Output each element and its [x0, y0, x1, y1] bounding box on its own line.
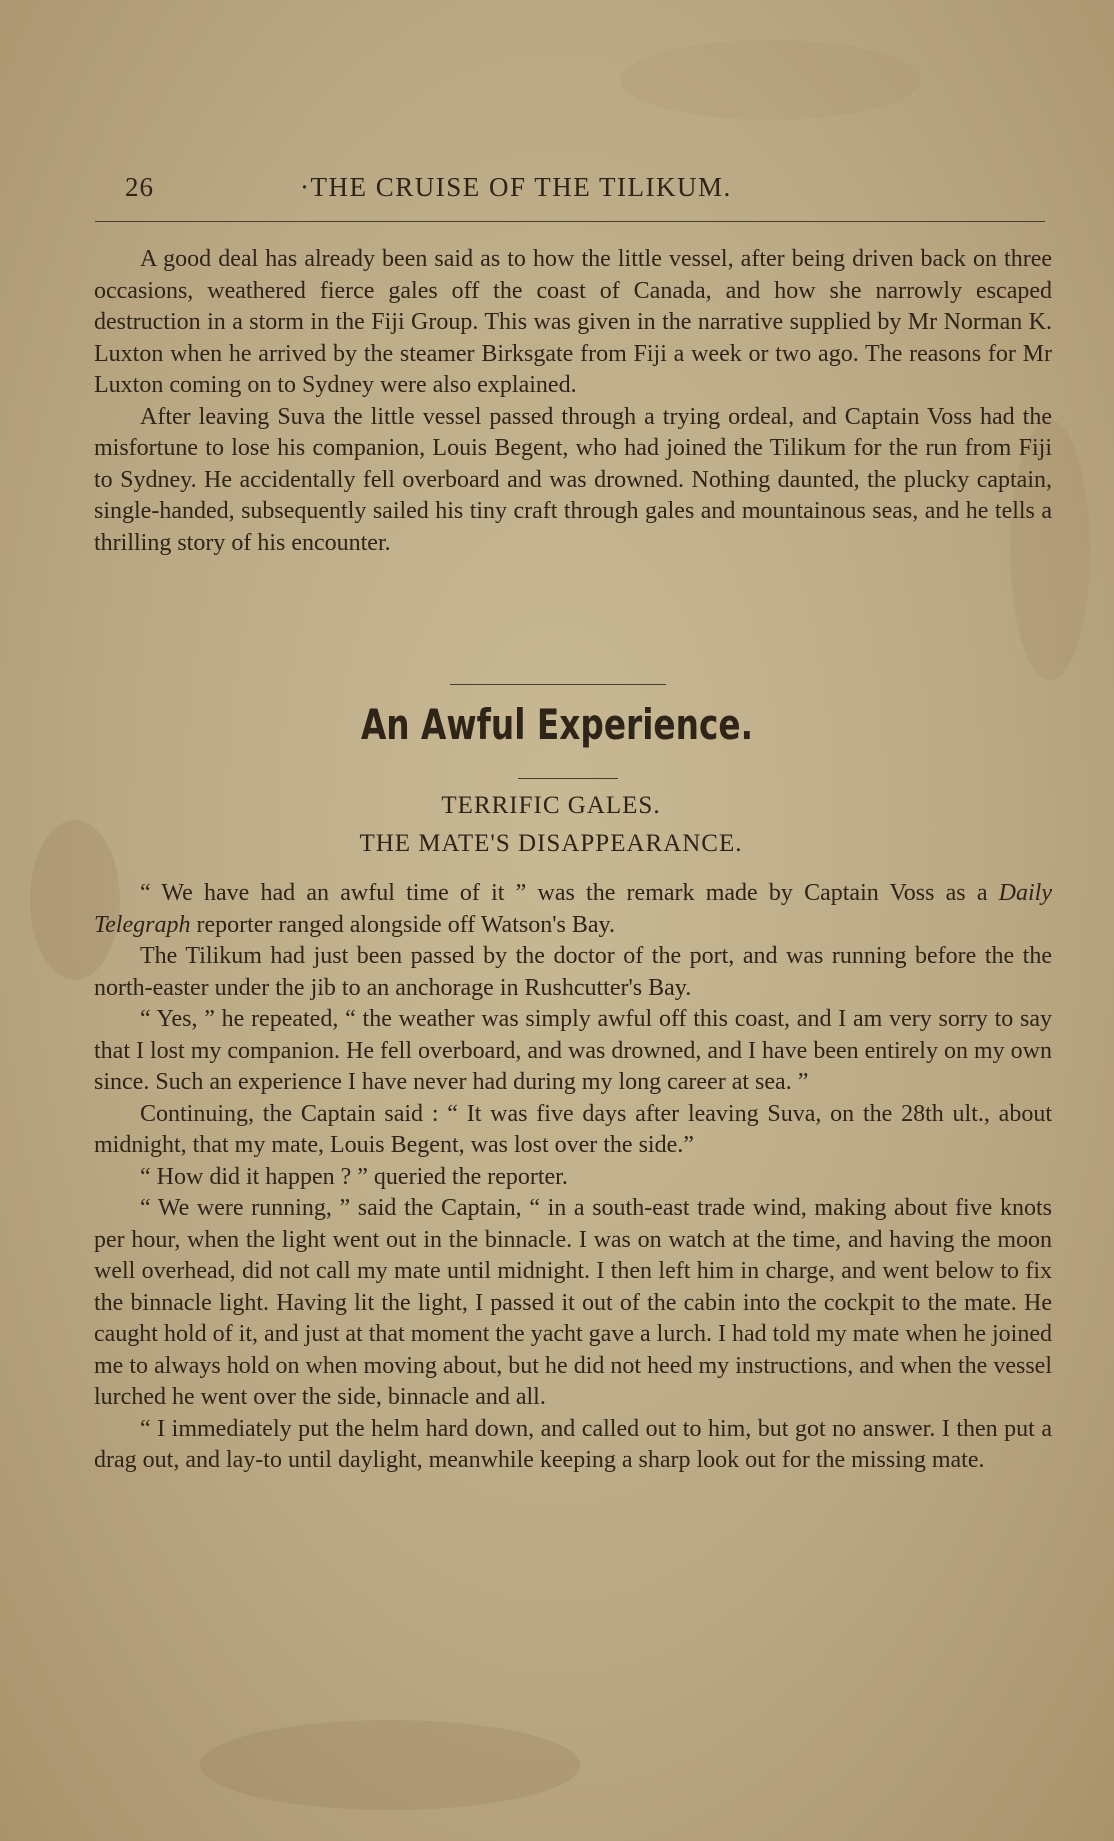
intro-text	[94, 244, 1052, 559]
article-paragraph: “ How did it happen ? ” queried the reporter.	[140, 1163, 568, 1190]
article-text-run: reporter ranged alongside off Watson's Bay.	[190, 911, 615, 938]
article-paragraph: “ Yes, ” he repeated, “ the weather was simply awful off this coast, and I am very sorry to say that I lost my companion. He fell overboard, and was drowned, and I have been entirely on my own since. Such an experience I have never had during my long career at sea. ”	[94, 1006, 1052, 1095]
page-number: 26	[125, 172, 154, 202]
subheading: THE MATE'S DISAPPEARANCE.	[359, 830, 743, 857]
paper-stain	[200, 1720, 580, 1810]
newspaper-name: Daily Telegraph	[94, 880, 1052, 938]
article-paragraph: “ I immediately put the helm hard down, and called out to him, but got no answer. I then put a drag out, and lay-to until daylight, meanwhile keeping a sharp look out for the missing mate.	[94, 1415, 1052, 1473]
article-paragraph: “ We were running, ” said the Captain, “ in a south-east trade wind, making about five knots per hour, when the light went out in the binnacle. I was on watch at the time, and having the moon well overhead, did not call my mate until midnight. I then left him in charge, and went below to fix the binnacle light. Having lit the light, I passed it out of the cabin into the cockpit to the mate. He caught hold of it, and just at that moment the yacht gave a lurch. I had told my mate when he joined me to always hold on when moving about, but he did not heed my instructions, and when the vessel lurched he went over the side, binnacle and all.	[94, 1195, 1052, 1410]
header-rule	[95, 221, 1045, 222]
subheading: TERRIFIC GALES.	[441, 792, 661, 819]
page-header	[95, 168, 1045, 208]
article-text-run: “ We have had an awful time of it ” was the remark made by Captain Voss as a	[140, 880, 999, 906]
article-paragraph: Continuing, the Captain said : “ It was five days after leaving Suva, on the 28th ult., about midnight, that my mate, Louis Begent, was lost over the side.”	[94, 1100, 1052, 1158]
paper-stain	[620, 40, 920, 120]
article-paragraph	[94, 878, 1052, 941]
intro-paragraph: A good deal has already been said as to how the little vessel, after being driven back on three occasions, weathered fierce gales off the coast of Canada, and how she narrowly escaped destruction in a storm in the Fiji Group. This was given in the narrative supplied by Mr Norman K. Luxton when he arrived by the steamer Birksgate from Fiji a week or two ago. The reasons for Mr Luxton coming on to Sydney were also explained.	[94, 246, 1052, 398]
section-divider	[450, 684, 666, 685]
article-text	[94, 878, 1052, 1477]
article-headline: An Awful Experience.	[360, 700, 754, 749]
running-title: ·THE CRUISE OF THE TILIKUM.	[300, 172, 732, 202]
article-paragraph: The Tilikum had just been passed by the doctor of the port, and was running before the the north-easter under the jib to an anchorage in Rushcutter's Bay.	[94, 943, 1052, 1001]
intro-paragraph: After leaving Suva the little vessel passed through a trying ordeal, and Captain Voss had the misfortune to lose his companion, Louis Begent, who had joined the Tilikum for the run from Fiji to Sydney. He accidentally fell overboard and was drowned. Nothing daunted, the plucky captain, single-handed, subsequently sailed his tiny craft through gales and mountainous seas, and he tells a thrilling story of his encounter.	[94, 403, 1052, 556]
headline-divider	[518, 778, 618, 779]
